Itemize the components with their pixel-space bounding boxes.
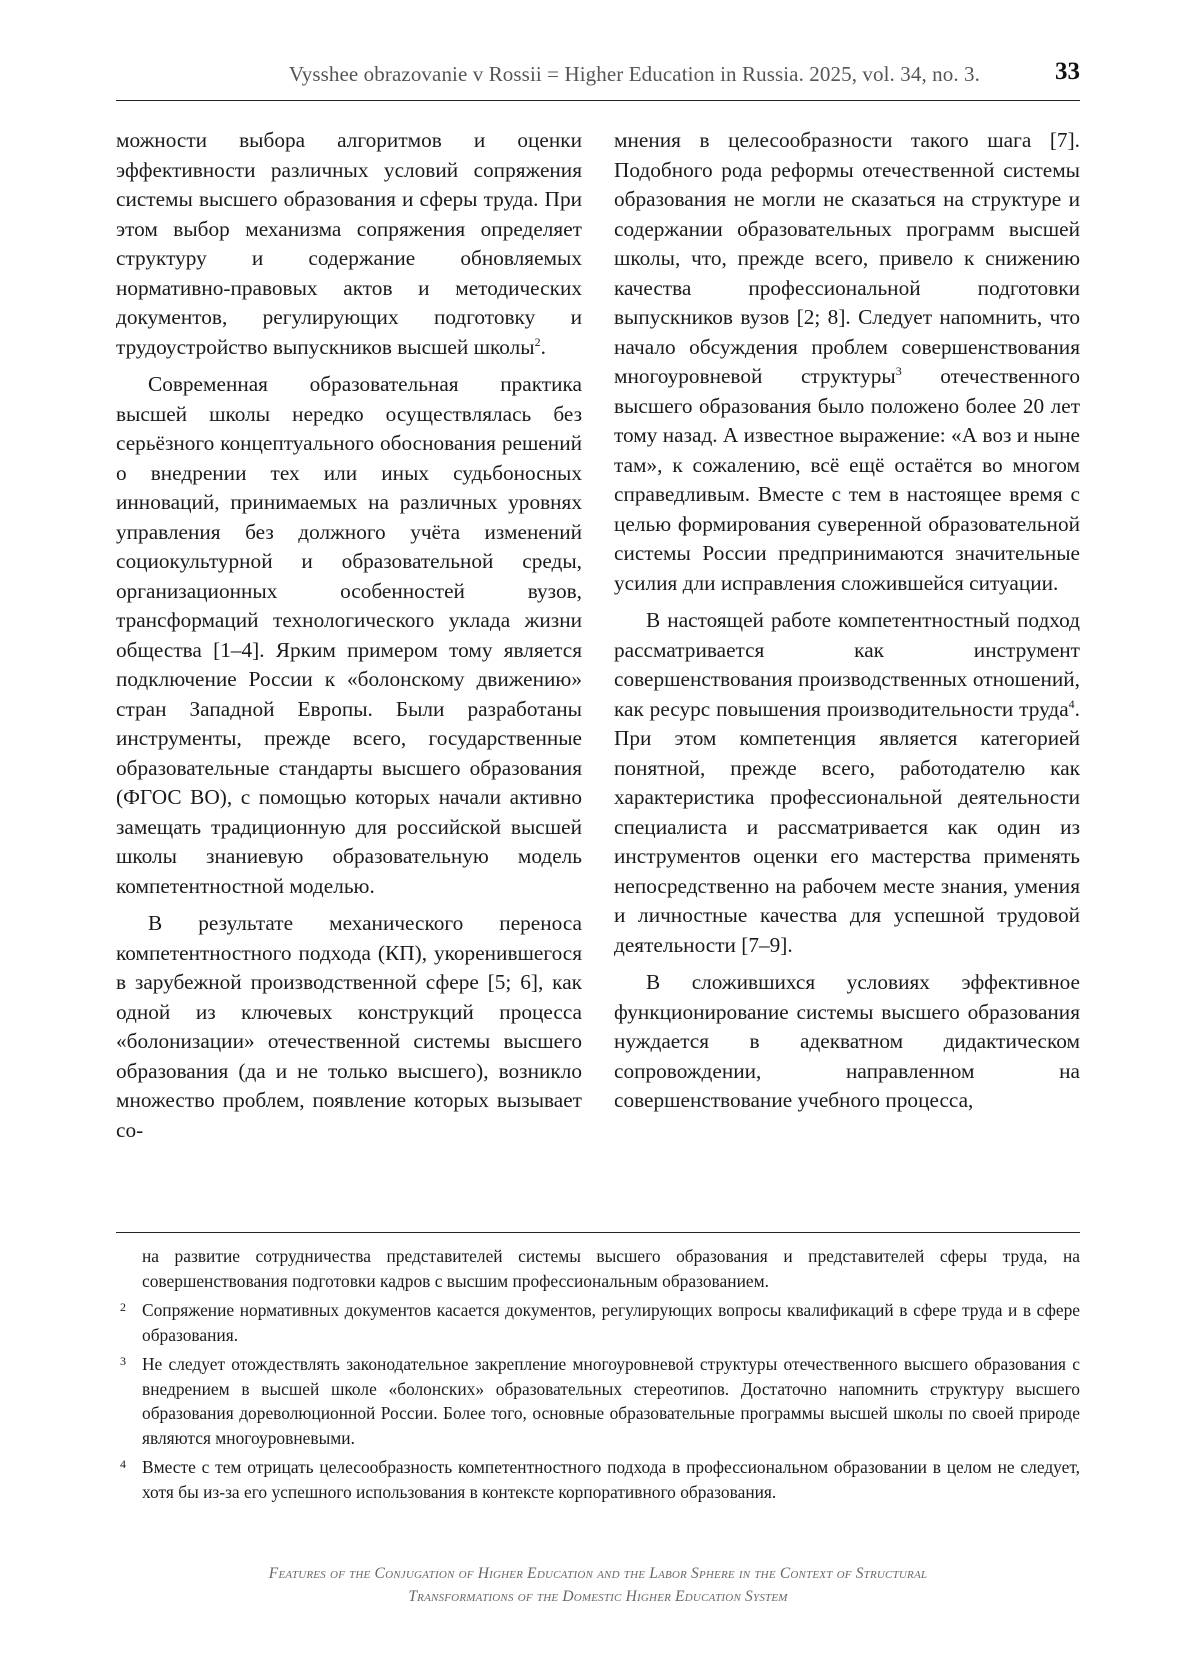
paragraph: Современная образовательная практика высшей школы нередко осуществлялась без серьёзного концептуального обоснования решений о внедрении тех или иных судьбоносных инноваций, принимаемых на различных уровнях управления без должного учёта изменений социокультурной и образовательной среды, организационных особенностей вузов, трансформаций технологического уклада жизни общества [1–4]. Ярким примером тому является подключение России к «болонскому движению» стран Западной Европы. Были разработаны инструменты, прежде всего, государственные образовательные стандарты высшего образования (ФГОС ВО), с помощью которых начали активно замещать традиционную для российской высшей школы знаниевую образовательную модель компетентностной моделью. [116, 372, 582, 898]
footnote: на развитие сотрудничества представителей системы высшего образования и представителей сферы труда, на совершенствования подготовки кадров с высшим профессиональным образованием. [142, 1246, 1080, 1291]
paragraph: В результате механического переноса компетентностного подхода (КП), укоренившегося в зарубежной производственной сфере [5; 6], как одной из ключевых конструкций процесса «болонизации» отечественной системы высшего образования (да и не только высшего), возникло множество проблем, появление которых вызывает со- [116, 911, 582, 1142]
footnotes [116, 1244, 1080, 1509]
footnote-ref[interactable]: 3 [895, 363, 902, 378]
left-column [116, 126, 582, 1153]
running-footer [116, 1562, 1080, 1608]
footnote: 3 Не следует отождествлять законодательное закрепление многоуровневой структуры отечественного высшего образования с внедрением в высшей школе «болонских» образовательных стереотипов. Достаточно напомнить структуру высшего образования дореволюционной России. Более того, основные образовательные программы высшей школы по своей природе являются многоуровневыми. [116, 1352, 1080, 1450]
paragraph: мнения в целесообразности такого шага [7]. Подобного рода реформы отечественной системы образования не могли не сказаться на структуре и содержании образовательных программ высшей школы, что, прежде всего, привело к снижению качества профессиональной подготовки выпускников вузов [2; 8]. Следует напомнить, что начало обсуждения проблем совершенствования многоуровневой структуры$^3$ отечественного высшего образования было положено более 20 лет тому назад. А известное выражение: «А воз и ныне там», к сожалению, всё ещё остаётся во многом справедливым. Вместе с тем в настоящее время с целью формирования суверенной образовательной системы России предпринимаются значительные усилия дли исправления сложившейся ситуации. [614, 128, 1080, 595]
footnote-number: 3 [120, 1354, 126, 1368]
footer-line: Features of the Conjugation of Higher Education and the Labor Sphere in the Context of Structural [268, 1565, 928, 1582]
footer-line: Transformations of the Domestic Higher Education System [408, 1588, 788, 1605]
paragraph: В настоящей работе компетентностный подход рассматривается как инструмент совершенствования производственных отношений, как ресурс повышения производительности труда$^4$. При этом компетенция является категорией понятной, прежде всего, работодателю как характеристика профессиональной деятельности специалиста и рассматривается как один из инструментов оценки его мастерства применять непосредственно на рабочем месте знания, умения и личностные качества для успешной трудовой деятельности [7–9]. [614, 608, 1080, 957]
paragraph: В сложившихся условиях эффективное функционирование системы высшего образования нуждается в адекватном дидактическом сопровождении, направленном на совершенствование учебного процесса, [614, 970, 1080, 1112]
footnote-number: 2 [120, 1300, 126, 1314]
footnote-ref[interactable]: 2 [534, 334, 541, 349]
paragraph: можности выбора алгоритмов и оценки эффективности различных условий сопряжения системы высшего образования и сферы труда. При этом выбор механизма сопряжения определяет структуру и содержание обновляемых нормативно-правовых актов и методических документов, регулирующих подготовку и трудоустройство выпускников высшей школы$^2$. [116, 128, 582, 359]
footnote-divider [116, 1232, 1080, 1233]
running-header [116, 58, 1080, 101]
footnote: 2 Сопряжение нормативных документов касается документов, регулирующих вопросы квалификаций в сфере труда и в сфере образования. [116, 1298, 1080, 1347]
journal-title: Vysshee obrazovanie v Rossii = Higher Education in Russia. 2025, vol. 34, no. 3. [288, 62, 980, 86]
footnote: 4 Вместе с тем отрицать целесообразность компетентностного подхода в профессиональном образовании в целом не следует, хотя бы из-за его успешного использования в контексте корпоративного образования. [116, 1455, 1080, 1504]
page-number: 33 [1055, 58, 1080, 85]
right-column [614, 126, 1080, 1124]
footnote-ref[interactable]: 4 [1068, 696, 1075, 711]
footnote-number: 4 [120, 1457, 126, 1471]
